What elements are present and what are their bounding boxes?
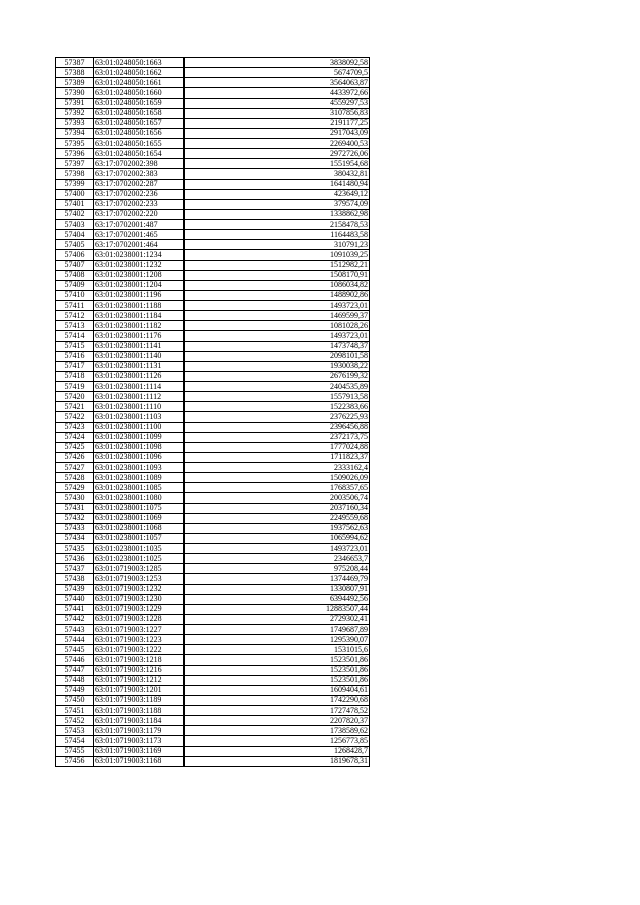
row-id-cell: 57416 [56,351,94,361]
row-id-cell: 57432 [56,513,94,523]
row-id-cell: 57436 [56,554,94,564]
value-cell: 2396456,88 [184,422,370,432]
row-id-cell: 57414 [56,331,94,341]
cadastral-number-cell: 63:01:0238001:1131 [94,361,185,371]
row-id-cell: 57455 [56,746,94,756]
row-id-cell: 57392 [56,108,94,118]
value-cell: 1937562,63 [184,523,370,533]
row-id-cell: 57402 [56,209,94,219]
row-id-cell: 57401 [56,199,94,209]
table-row [56,88,370,98]
row-id-cell: 57417 [56,361,94,371]
value-cell: 1523501,86 [184,655,370,665]
table-row [56,635,370,645]
value-cell: 1508170,91 [184,270,370,280]
cadastral-number-cell: 63:01:0719003:1229 [94,604,185,614]
row-id-cell: 57437 [56,564,94,574]
row-id-cell: 57412 [56,311,94,321]
cadastral-number-cell: 63:01:0719003:1285 [94,564,185,574]
table-row [56,230,370,240]
cadastral-number-cell: 63:17:0702002:383 [94,169,185,179]
row-id-cell: 57442 [56,614,94,624]
value-cell: 2098101,58 [184,351,370,361]
value-cell: 12883507,44 [184,604,370,614]
table-row [56,159,370,169]
row-id-cell: 57439 [56,584,94,594]
value-cell: 1493723,01 [184,544,370,554]
cadastral-number-cell: 63:01:0238001:1098 [94,442,185,452]
cadastral-number-cell: 63:01:0238001:1140 [94,351,185,361]
table-row [56,240,370,250]
row-id-cell: 57413 [56,321,94,331]
table-row [56,270,370,280]
cadastral-number-cell: 63:01:0248050:1661 [94,78,185,88]
row-id-cell: 57389 [56,78,94,88]
table-row [56,139,370,149]
row-id-cell: 57406 [56,250,94,260]
row-id-cell: 57415 [56,341,94,351]
row-id-cell: 57418 [56,371,94,381]
value-cell: 1738589,62 [184,726,370,736]
table-row [56,625,370,635]
table-row [56,209,370,219]
table-row [56,260,370,270]
value-cell: 1523501,86 [184,675,370,685]
cadastral-number-cell: 63:01:0719003:1173 [94,736,185,746]
table-row [56,301,370,311]
cadastral-number-cell: 63:01:0238001:1234 [94,250,185,260]
row-id-cell: 57408 [56,270,94,280]
cadastral-number-cell: 63:01:0719003:1227 [94,625,185,635]
value-cell: 3564063,87 [184,78,370,88]
table-row [56,321,370,331]
value-cell: 1509026,09 [184,473,370,483]
value-cell: 1711823,37 [184,452,370,462]
table-row [56,452,370,462]
row-id-cell: 57435 [56,544,94,554]
row-id-cell: 57404 [56,230,94,240]
cadastral-number-cell: 63:01:0248050:1659 [94,98,185,108]
value-cell: 1777024,88 [184,442,370,452]
cadastral-number-cell: 63:01:0719003:1216 [94,665,185,675]
table-row [56,78,370,88]
row-id-cell: 57411 [56,301,94,311]
cadastral-number-cell: 63:01:0238001:1085 [94,483,185,493]
cadastral-number-cell: 63:17:0702002:287 [94,179,185,189]
value-cell: 1742290,68 [184,695,370,705]
value-cell: 1609404,61 [184,685,370,695]
data-table [55,57,370,767]
table-row [56,58,370,68]
table-row [56,523,370,533]
cadastral-number-cell: 63:01:0238001:1035 [94,544,185,554]
value-cell: 1473748,37 [184,341,370,351]
cadastral-number-cell: 63:01:0238001:1184 [94,311,185,321]
row-id-cell: 57420 [56,392,94,402]
value-cell: 1081028,26 [184,321,370,331]
value-cell: 1523501,86 [184,665,370,675]
row-id-cell: 57430 [56,493,94,503]
cadastral-number-cell: 63:01:0238001:1069 [94,513,185,523]
table-row [56,422,370,432]
value-cell: 379574,09 [184,199,370,209]
cadastral-number-cell: 63:01:0238001:1204 [94,280,185,290]
cadastral-number-cell: 63:01:0248050:1663 [94,58,185,68]
value-cell: 2191177,25 [184,118,370,128]
value-cell: 2404535,89 [184,382,370,392]
table-row [56,189,370,199]
row-id-cell: 57428 [56,473,94,483]
cadastral-number-cell: 63:01:0238001:1057 [94,533,185,543]
row-id-cell: 57440 [56,594,94,604]
table-row [56,584,370,594]
row-id-cell: 57387 [56,58,94,68]
table-row [56,108,370,118]
table-row [56,574,370,584]
cadastral-number-cell: 63:01:0238001:1096 [94,452,185,462]
cadastral-number-cell: 63:01:0719003:1201 [94,685,185,695]
row-id-cell: 57397 [56,159,94,169]
value-cell: 6394492,56 [184,594,370,604]
row-id-cell: 57451 [56,706,94,716]
cadastral-number-cell: 63:01:0719003:1169 [94,746,185,756]
cadastral-number-cell: 63:01:0238001:1232 [94,260,185,270]
table-row [56,665,370,675]
row-id-cell: 57443 [56,625,94,635]
value-cell: 1551954,68 [184,159,370,169]
cadastral-number-cell: 63:01:0238001:1099 [94,432,185,442]
value-cell: 2376225,93 [184,412,370,422]
cadastral-number-cell: 63:01:0719003:1222 [94,645,185,655]
cadastral-number-cell: 63:01:0238001:1188 [94,301,185,311]
cadastral-number-cell: 63:01:0238001:1089 [94,473,185,483]
value-cell: 1488902,86 [184,290,370,300]
value-cell: 1065994,62 [184,533,370,543]
cadastral-number-cell: 63:01:0719003:1218 [94,655,185,665]
cadastral-number-cell: 63:01:0238001:1196 [94,290,185,300]
table-row [56,68,370,78]
table-row [56,503,370,513]
cadastral-number-cell: 63:01:0238001:1114 [94,382,185,392]
value-cell: 3107856,83 [184,108,370,118]
cadastral-number-cell: 63:01:0238001:1080 [94,493,185,503]
row-id-cell: 57424 [56,432,94,442]
table-row [56,149,370,159]
value-cell: 423649,12 [184,189,370,199]
cadastral-number-cell: 63:01:0238001:1126 [94,371,185,381]
row-id-cell: 57445 [56,645,94,655]
cadastral-number-cell: 63:17:0702002:398 [94,159,185,169]
value-cell: 2372173,75 [184,432,370,442]
value-cell: 1512982,21 [184,260,370,270]
row-id-cell: 57391 [56,98,94,108]
value-cell: 2037160,34 [184,503,370,513]
row-id-cell: 57388 [56,68,94,78]
cadastral-number-cell: 63:17:0702002:233 [94,199,185,209]
value-cell: 1493723,01 [184,301,370,311]
value-cell: 1330807,91 [184,584,370,594]
value-cell: 1768357,65 [184,483,370,493]
table-row [56,199,370,209]
table-row [56,614,370,624]
table-row [56,746,370,756]
value-cell: 1727478,52 [184,706,370,716]
cadastral-number-cell: 63:01:0238001:1093 [94,463,185,473]
row-id-cell: 57434 [56,533,94,543]
cadastral-number-cell: 63:01:0238001:1182 [94,321,185,331]
value-cell: 975208,44 [184,564,370,574]
cadastral-number-cell: 63:01:0248050:1657 [94,118,185,128]
cadastral-number-cell: 63:17:0702002:220 [94,209,185,219]
table-row [56,544,370,554]
cadastral-number-cell: 63:01:0719003:1184 [94,716,185,726]
row-id-cell: 57433 [56,523,94,533]
value-cell: 310791,23 [184,240,370,250]
row-id-cell: 57419 [56,382,94,392]
value-cell: 2207820,37 [184,716,370,726]
row-id-cell: 57447 [56,665,94,675]
table-row [56,392,370,402]
row-id-cell: 57453 [56,726,94,736]
cadastral-number-cell: 63:01:0719003:1188 [94,706,185,716]
row-id-cell: 57400 [56,189,94,199]
table-row [56,594,370,604]
row-id-cell: 57396 [56,149,94,159]
table-row [56,280,370,290]
table-row [56,118,370,128]
row-id-cell: 57448 [56,675,94,685]
row-id-cell: 57405 [56,240,94,250]
value-cell: 380432,81 [184,169,370,179]
table-row [56,685,370,695]
cadastral-number-cell: 63:01:0719003:1253 [94,574,185,584]
row-id-cell: 57441 [56,604,94,614]
row-id-cell: 57393 [56,118,94,128]
table-row [56,554,370,564]
table-row [56,179,370,189]
value-cell: 2003506,74 [184,493,370,503]
cadastral-number-cell: 63:01:0248050:1654 [94,149,185,159]
value-cell: 2917043,09 [184,128,370,138]
row-id-cell: 57431 [56,503,94,513]
cadastral-number-cell: 63:17:0702001:464 [94,240,185,250]
table-body [56,58,370,767]
cadastral-number-cell: 63:01:0238001:1103 [94,412,185,422]
table-row [56,402,370,412]
table-row [56,513,370,523]
value-cell: 2346653,7 [184,554,370,564]
row-id-cell: 57456 [56,756,94,766]
cadastral-number-cell: 63:01:0248050:1656 [94,128,185,138]
cadastral-number-cell: 63:01:0238001:1176 [94,331,185,341]
row-id-cell: 57410 [56,290,94,300]
table-row [56,442,370,452]
row-id-cell: 57426 [56,452,94,462]
cadastral-number-cell: 63:01:0238001:1025 [94,554,185,564]
cadastral-number-cell: 63:01:0238001:1075 [94,503,185,513]
cadastral-number-cell: 63:01:0719003:1228 [94,614,185,624]
value-cell: 2333162,4 [184,463,370,473]
row-id-cell: 57423 [56,422,94,432]
value-cell: 1531015,6 [184,645,370,655]
cadastral-number-cell: 63:01:0719003:1189 [94,695,185,705]
cadastral-number-cell: 63:01:0238001:1208 [94,270,185,280]
row-id-cell: 57449 [56,685,94,695]
cadastral-number-cell: 63:17:0702001:465 [94,230,185,240]
table-row [56,645,370,655]
table-row [56,756,370,766]
value-cell: 4559297,53 [184,98,370,108]
table-row [56,331,370,341]
table-row [56,382,370,392]
table-row [56,128,370,138]
cadastral-number-cell: 63:01:0238001:1112 [94,392,185,402]
row-id-cell: 57422 [56,412,94,422]
row-id-cell: 57403 [56,220,94,230]
value-cell: 1374469,79 [184,574,370,584]
value-cell: 2676199,32 [184,371,370,381]
value-cell: 1930038,22 [184,361,370,371]
table-row [56,493,370,503]
table-row [56,463,370,473]
table-row [56,311,370,321]
cadastral-number-cell: 63:01:0719003:1168 [94,756,185,766]
table-row [56,564,370,574]
row-id-cell: 57454 [56,736,94,746]
cadastral-number-cell: 63:01:0238001:1110 [94,402,185,412]
table-row [56,675,370,685]
value-cell: 1819678,31 [184,756,370,766]
table-row [56,726,370,736]
table-row [56,432,370,442]
value-cell: 1641480,94 [184,179,370,189]
cadastral-number-cell: 63:01:0238001:1100 [94,422,185,432]
table-row [56,604,370,614]
row-id-cell: 57444 [56,635,94,645]
cadastral-number-cell: 63:17:0702002:236 [94,189,185,199]
value-cell: 5674709,5 [184,68,370,78]
row-id-cell: 57398 [56,169,94,179]
table-row [56,655,370,665]
value-cell: 1338862,98 [184,209,370,219]
row-id-cell: 57407 [56,260,94,270]
table-row [56,412,370,422]
value-cell: 1522383,66 [184,402,370,412]
table-row [56,220,370,230]
row-id-cell: 57452 [56,716,94,726]
row-id-cell: 57438 [56,574,94,584]
value-cell: 1493723,01 [184,331,370,341]
table-row [56,716,370,726]
value-cell: 1086034,82 [184,280,370,290]
row-id-cell: 57409 [56,280,94,290]
row-id-cell: 57390 [56,88,94,98]
table-row [56,290,370,300]
value-cell: 2729302,41 [184,614,370,624]
row-id-cell: 57427 [56,463,94,473]
value-cell: 1469599,37 [184,311,370,321]
value-cell: 4433972,66 [184,88,370,98]
cadastral-number-cell: 63:01:0238001:1141 [94,341,185,351]
value-cell: 1256773,85 [184,736,370,746]
cadastral-number-cell: 63:01:0719003:1223 [94,635,185,645]
cadastral-number-cell: 63:01:0248050:1660 [94,88,185,98]
row-id-cell: 57421 [56,402,94,412]
table-row [56,250,370,260]
row-id-cell: 57395 [56,139,94,149]
cadastral-number-cell: 63:01:0719003:1179 [94,726,185,736]
table-row [56,341,370,351]
cadastral-number-cell: 63:01:0248050:1658 [94,108,185,118]
table-row [56,533,370,543]
row-id-cell: 57450 [56,695,94,705]
table-row [56,695,370,705]
row-id-cell: 57425 [56,442,94,452]
value-cell: 2972726,06 [184,149,370,159]
value-cell: 2269400,53 [184,139,370,149]
value-cell: 2249559,68 [184,513,370,523]
cadastral-number-cell: 63:01:0248050:1655 [94,139,185,149]
value-cell: 2158478,53 [184,220,370,230]
table-row [56,473,370,483]
row-id-cell: 57399 [56,179,94,189]
cadastral-number-cell: 63:01:0719003:1232 [94,584,185,594]
cadastral-number-cell: 63:01:0238001:1068 [94,523,185,533]
value-cell: 3838092,58 [184,58,370,68]
table-row [56,98,370,108]
row-id-cell: 57446 [56,655,94,665]
value-cell: 1268428,7 [184,746,370,756]
table-row [56,361,370,371]
value-cell: 1557913,58 [184,392,370,402]
table-row [56,736,370,746]
cadastral-number-cell: 63:17:0702001:487 [94,220,185,230]
cadastral-number-cell: 63:01:0719003:1212 [94,675,185,685]
row-id-cell: 57394 [56,128,94,138]
value-cell: 1091039,25 [184,250,370,260]
value-cell: 1295390,07 [184,635,370,645]
row-id-cell: 57429 [56,483,94,493]
table-row [56,706,370,716]
value-cell: 1164483,58 [184,230,370,240]
table-row [56,371,370,381]
cadastral-number-cell: 63:01:0719003:1230 [94,594,185,604]
table-row [56,483,370,493]
value-cell: 1749687,89 [184,625,370,635]
cadastral-number-cell: 63:01:0248050:1662 [94,68,185,78]
table-row [56,169,370,179]
table-row [56,351,370,361]
